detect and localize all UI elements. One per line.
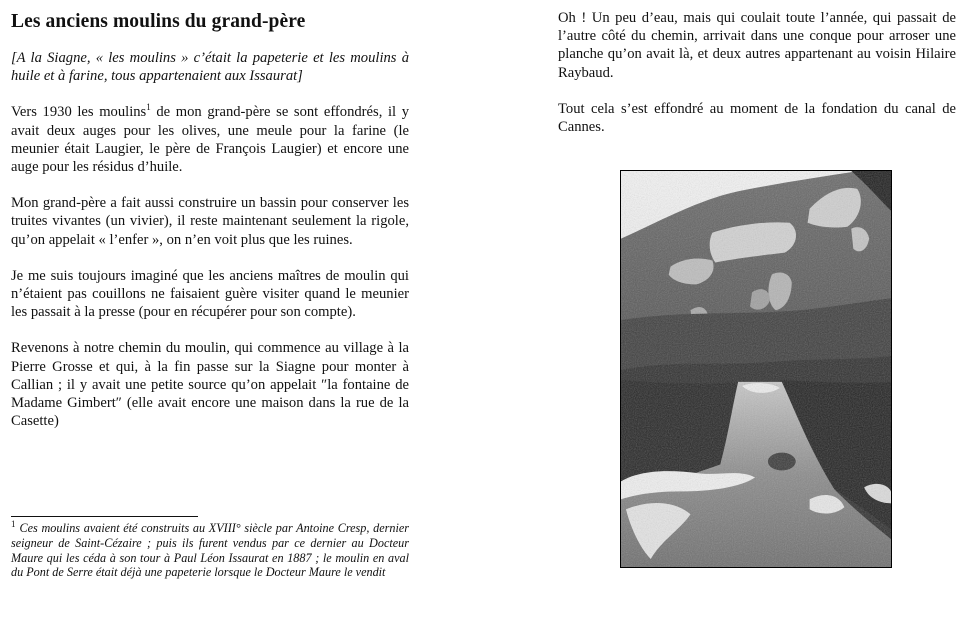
right-column [558,9,956,154]
left-column [11,9,409,448]
footnote-text: Ces moulins avaient été construits au XVIII° siècle par Antoine Cresp, dernier seigneur de Saint-Cézaire ; puis ils furent vendus par ce dernier au Docteur Maure qui les céda à son tour à Paul Léon Issaurat en 1887 ; le moulin en aval du Pont de Serre était déjà une papeterie lorsque le Docteur Maure le vendit [11,521,409,580]
paragraph-chemin-moulin: Revenons à notre chemin du moulin, qui commence au village à la Pierre Grosse et qui, à la fin passe sur la Siagne pour monter à Callian ; il y avait une petite source qu’on appelait ″la fontaine de Madame Gimbert″ (elle avait encore une maison dans la rue de la Casette) [11,340,409,430]
footnote-separator [11,516,198,517]
footnote-reference[interactable]: 1 [146,102,151,113]
subtitle: [A la Siagne, « les moulins » c’était la papeterie et les moulins à huile et à farine, tous appartenaient aux Issaurat] [11,50,409,85]
paragraph-vivier: Mon grand-père a fait aussi construire un bassin pour conserver les truites vivantes (un vivier), il reste maintenant seulement la rigole, qu’on appelait « l’enfer », on n’en voit plus que les ruines. [11,195,409,248]
page-title: Les anciens moulins du grand-père [11,11,306,32]
river-photo [620,170,892,568]
paragraph-maitres-moulin: Je me suis toujours imaginé que les anciens maîtres de moulin qui n’étaient pas couillons ne faisaient guère visiter quand le meunier les passait à la presse (pour en récupérer pour son compte). [11,267,409,321]
paragraph-source-eau: Oh ! Un peu d’eau, mais qui coulait toute l’année, qui passait de l’autre côté du chemin, arrivait dans une conque pour arroser une planche qu’on avait là, et deux autres appartenant au voisin Hilaire Raybaud. [558,10,956,81]
paragraph-text: de mon grand-père se sont effondrés, il y avait deux auges pour les olives, une meule pour la farine (le meunier était Laugier, le père de François Laugier) et encore une auge pour les résidus d’huile. [11,104,409,176]
footnote-number: 1 [11,519,16,529]
river-photo-illustration [621,171,891,567]
paragraph-canal-cannes: Tout cela s’est effondré au moment de la fondation du canal de Cannes. [558,100,956,136]
footnote [11,521,409,580]
paragraph-text: Vers 1930 les moulins [11,104,147,121]
paragraph-collapse-1930 [11,103,409,176]
